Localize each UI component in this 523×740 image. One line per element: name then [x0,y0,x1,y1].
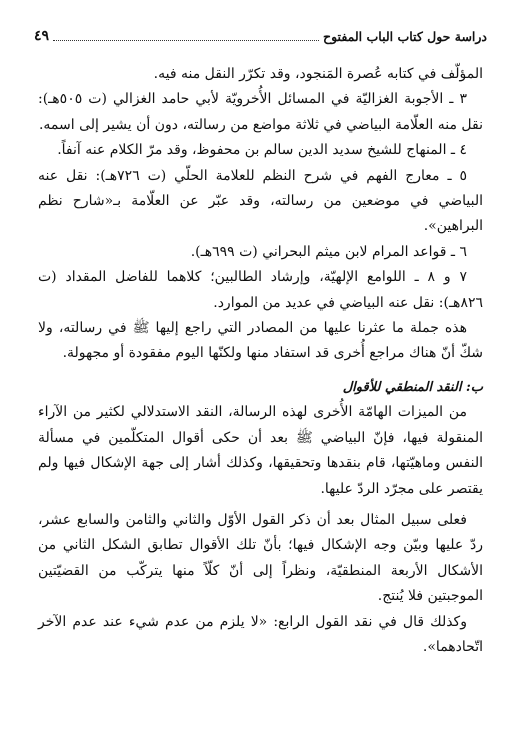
source-item-7-8: ٧ و ٨ ـ اللوامع الإلهيّة، وإرشاد الطالبين؛ كلاهما للفاضل المقداد (ت ٨٢٦هـ): نقل عنه البياضي في عديد من الموارد. [38,269,483,311]
sources-summary-paragraph: هذه جملة ما عثرنا عليها من المصادر التي راجع إليها ﷺ في رسالته، ولا شكّ أنّ هناك مراجع أُخرى قد استفاد منها ولكنّها اليوم مفقودة أو مجهولة. [38,320,483,362]
paragraph-1: المؤلّف في كتابه عُصرة المَنجود، وقد تكرّر النقل منه فيه. [153,66,483,82]
source-item-4: ٤ ـ المنهاج للشيخ سديد الدين سالم بن محفوظ، وقد مرّ الكلام عنه آنفاً. [57,142,467,159]
source-item-5: ٥ ـ معارج الفهم في شرح النظم للعلامة الحلّي (ت ٧٢٦هـ): نقل عنه البياضي في موضعين من رسالته، وقد عبّر عن العلّامة بـ«شارح نظم البراهين». [38,167,483,235]
page-number: ٤٩ [34,28,50,44]
source-item-3: ٣ ـ الأجوبة الغزاليّة في المسائل الأُخرويّة لأبي حامد الغزالي (ت ٥٠٥هـ): نقل منه العلّامة البياضي في ثلاثة مواضع من رسالته، دون أن يشير إلى اسمه. [38,91,483,133]
paragraph-example: فعلى سبيل المثال بعد أن ذكر القول الأوّل والثاني والثامن والسابع عشر، ردّ عليها وبيّن وجه الإشكال فيها؛ بأنّ تلك الأقوال تطابق الشكل الثاني من الأشكال الأربعة المنطقيّة، ونظراً إلى أنّ كلّاً منها يتركّب من القضيّتين الموجبتين فلا يُنتج. [38,511,483,605]
source-item-6: ٦ ـ قواعد المرام لابن ميثم البحراني (ت ٦٩٩هـ). [190,243,467,260]
running-title: دراسة حول كتاب الباب المفتوح [323,28,487,44]
page-body [38,62,483,660]
paragraph-logical-critique: من الميزات الهامّة الأُخرى لهذه الرسالة، النقد الاستدلالي لكثير من الآراء المنقولة فيها، فإنّ البياضي ﷺ بعد أن حكى أقوال المتكلّمين في مسألة النفس وماهيّتها، قام بنقدها وتحقيقها، وكذلك أشار إلى جهة الإشكال فيها ولم يقتصر على مجرّد الردّ عليها. [38,404,483,497]
page-header [34,26,487,46]
header-dot-leader [53,31,319,41]
section-subheading: ب: النقد المنطقي للأقوال [342,379,483,395]
paragraph-fourth-opinion: وكذلك قال في نقد القول الرابع: «لا يلزم من عدم شيء عند عدم الآخر اتّحادهما». [38,613,483,655]
